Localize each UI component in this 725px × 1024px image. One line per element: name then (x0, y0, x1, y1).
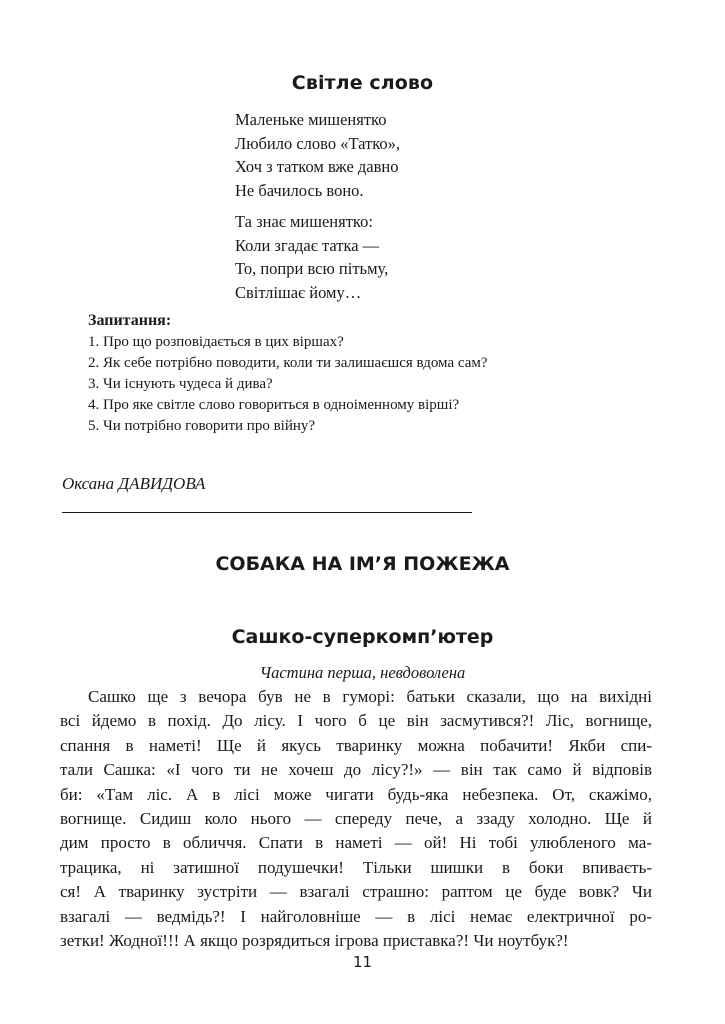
poem-line: Хоч з татком вже давно (235, 157, 399, 176)
body-line: зетки! Жодної!!! А якщо розрядиться ігрова приставка?! Чи ноутбук?! (60, 931, 569, 951)
question-item: 3. Чи існують чудеса й дива? (88, 376, 273, 392)
poem-line: То, попри всю пітьму, (235, 259, 389, 278)
body-line: би: «Там ліс. А в лісі може чигати будь-яка небезпека. От, скажімо, (60, 784, 652, 804)
question-item: 4. Про яке світле слово говориться в одноіменному вірші? (88, 397, 460, 413)
body-line: тали Сашка: «І чого ти не хочеш до лісу?!» — він так само й відповів (60, 760, 652, 780)
question-item: 5. Чи потрібно говорити про війну? (88, 418, 316, 434)
part-title: Частина перша, невдоволена (259, 663, 466, 682)
poem-line: Коли згадає татка — (235, 235, 380, 255)
poem-line: Маленьке мишенятко (235, 110, 387, 129)
questions-list (88, 332, 488, 437)
story-body (60, 685, 652, 953)
section-title: СОБАКА НА ІМ’Я ПОЖЕЖА (215, 553, 510, 575)
story-title: Сашко-суперкомп’ютер (231, 626, 494, 648)
poem-title: Світле слово (291, 72, 434, 94)
body-line: всі йдемо в похід. До лісу. І чого б це він засмутився?! Ліс, вогнище, (60, 711, 652, 731)
question-item: 1. Про що розповідається в цих віршах? (88, 334, 344, 350)
body-line: ся! А тваринку зустріти — взагалі страшно: раптом це буде вовк? Чи (60, 882, 652, 902)
author-name: Оксана ДАВИДОВА (62, 474, 206, 493)
body-line: дим просто в обличчя. Спати в наметі — ой! Ні тобі улюбленого ма- (60, 833, 652, 853)
page-number: 11 (352, 953, 373, 971)
body-line: взагалі — ведмідь?! І найголовніше — в лісі немає електричної ро- (60, 906, 652, 926)
poem-line: Не бачилось воно. (235, 180, 364, 200)
poem-stanza-1 (235, 108, 400, 202)
poem-line: Світлішає йому… (235, 282, 362, 302)
body-line: вогнище. Сидиш коло нього — спереду пече, а ззаду холодно. Ще й (60, 809, 652, 829)
poem-line: Та знає мишенятко: (235, 212, 373, 231)
body-line: трацика, ні затишної подушечки! Тільки шишки в боки впиваєть- (60, 857, 652, 877)
poem-stanza-2 (235, 210, 388, 304)
questions-title: Запитання: (88, 312, 172, 329)
question-item: 2. Як себе потрібно поводити, коли ти залишаєшся вдома сам? (88, 355, 488, 371)
questions-block (88, 310, 488, 437)
divider (62, 512, 472, 513)
body-line: спання в наметі! Ще й якусь тваринку можна побачити! Якби спи- (60, 735, 652, 755)
body-line: Сашко ще з вечора був не в гуморі: батьки сказали, що на вихідні (88, 687, 652, 706)
poem-line: Любило слово «Татко», (235, 133, 401, 153)
